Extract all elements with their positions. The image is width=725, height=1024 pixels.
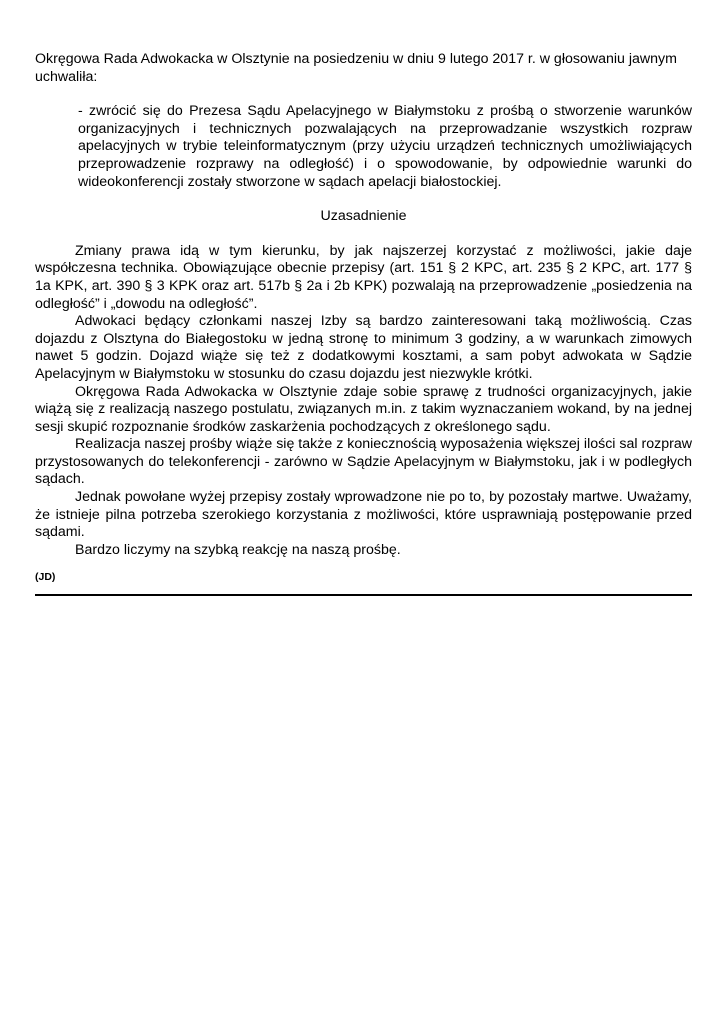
justification-paragraph: Adwokaci będący członkami naszej Izby są bardzo zainteresowani taką możliwością. Czas dojazdu z Olsztyna do Białegostoku w jedną stronę to minimum 3 godziny, a w warunkach zimowych nawet 5 godzin. Dojazd wiąże się też z dodatkowymi kosztami, a sam pobyt adwokata w Sądzie Apelacyjnym w Białymstoku w stosunku do czasu dojazdu jest niezwykle krótki. — [35, 313, 692, 382]
justification-paragraph: Jednak powołane wyżej przepisy zostały wprowadzone nie po to, by pozostały martwe. Uważamy, że istnieje pilna potrzeba szerokiego korzystania z możliwości, które usprawniają postępowanie przed sądami. — [35, 489, 692, 541]
justification-paragraph: Okręgowa Rada Adwokacka w Olsztynie zdaje sobie sprawę z trudności organizacyjnych, jakie wiążą się z realizacją naszego postulatu, związanych m.in. z takim wyznaczaniem wokand, by na jednej sesji skupić rozpoznanie środków zaskarżenia pochodzących z określonego sądu. — [35, 383, 692, 435]
document-page — [35, 51, 692, 596]
resolution-text: - zwrócić się do Prezesa Sądu Apelacyjnego w Białymstoku z prośbą o stworzenie warunków organizacyjnych i technicznych pozwalających na przeprowadzanie wszystkich rozpraw apelacyjnych w trybie teleinformatycznym (przy użyciu urządzeń technicznych umożliwiających przeprowadzenie rozprawy na odległość) i o spowodowanie, by odpowiednie warunki do wideokonferencji zostały stworzone w sądach apelacji białostockiej. — [78, 103, 692, 190]
justification-heading: Uzasadnienie — [320, 208, 407, 225]
author-initials: (JD) — [35, 571, 56, 584]
bottom-divider — [35, 594, 692, 596]
intro-text: Okręgowa Rada Adwokacka w Olsztynie na posiedzeniu w dniu 9 lutego 2017 r. w głosowaniu jawnym uchwaliła: — [35, 51, 677, 85]
justification-paragraph: Zmiany prawa idą w tym kierunku, by jak najszerzej korzystać z możliwości, jakie daje współczesna technika. Obowiązujące obecnie przepisy (art. 151 § 2 KPC, art. 235 § 2 KPC, art. 177 § 1a KPK, art. 390 § 3 KPK oraz art. 517b § 2a i 2b KPK) pozwalają na przeprowadzenie „posiedzenia na odległość” i „dowodu na odległość”. — [35, 242, 692, 312]
justification-paragraph: Realizacja naszej prośby wiąże się także z koniecznością wyposażenia większej ilości sal rozpraw przystosowanych do telekonferencji - zarówno w Sądzie Apelacyjnym w Białymstoku, jak i w podległych sądach. — [35, 436, 692, 488]
justification-paragraph: Bardzo liczymy na szybką reakcję na naszą prośbę. — [75, 541, 401, 558]
